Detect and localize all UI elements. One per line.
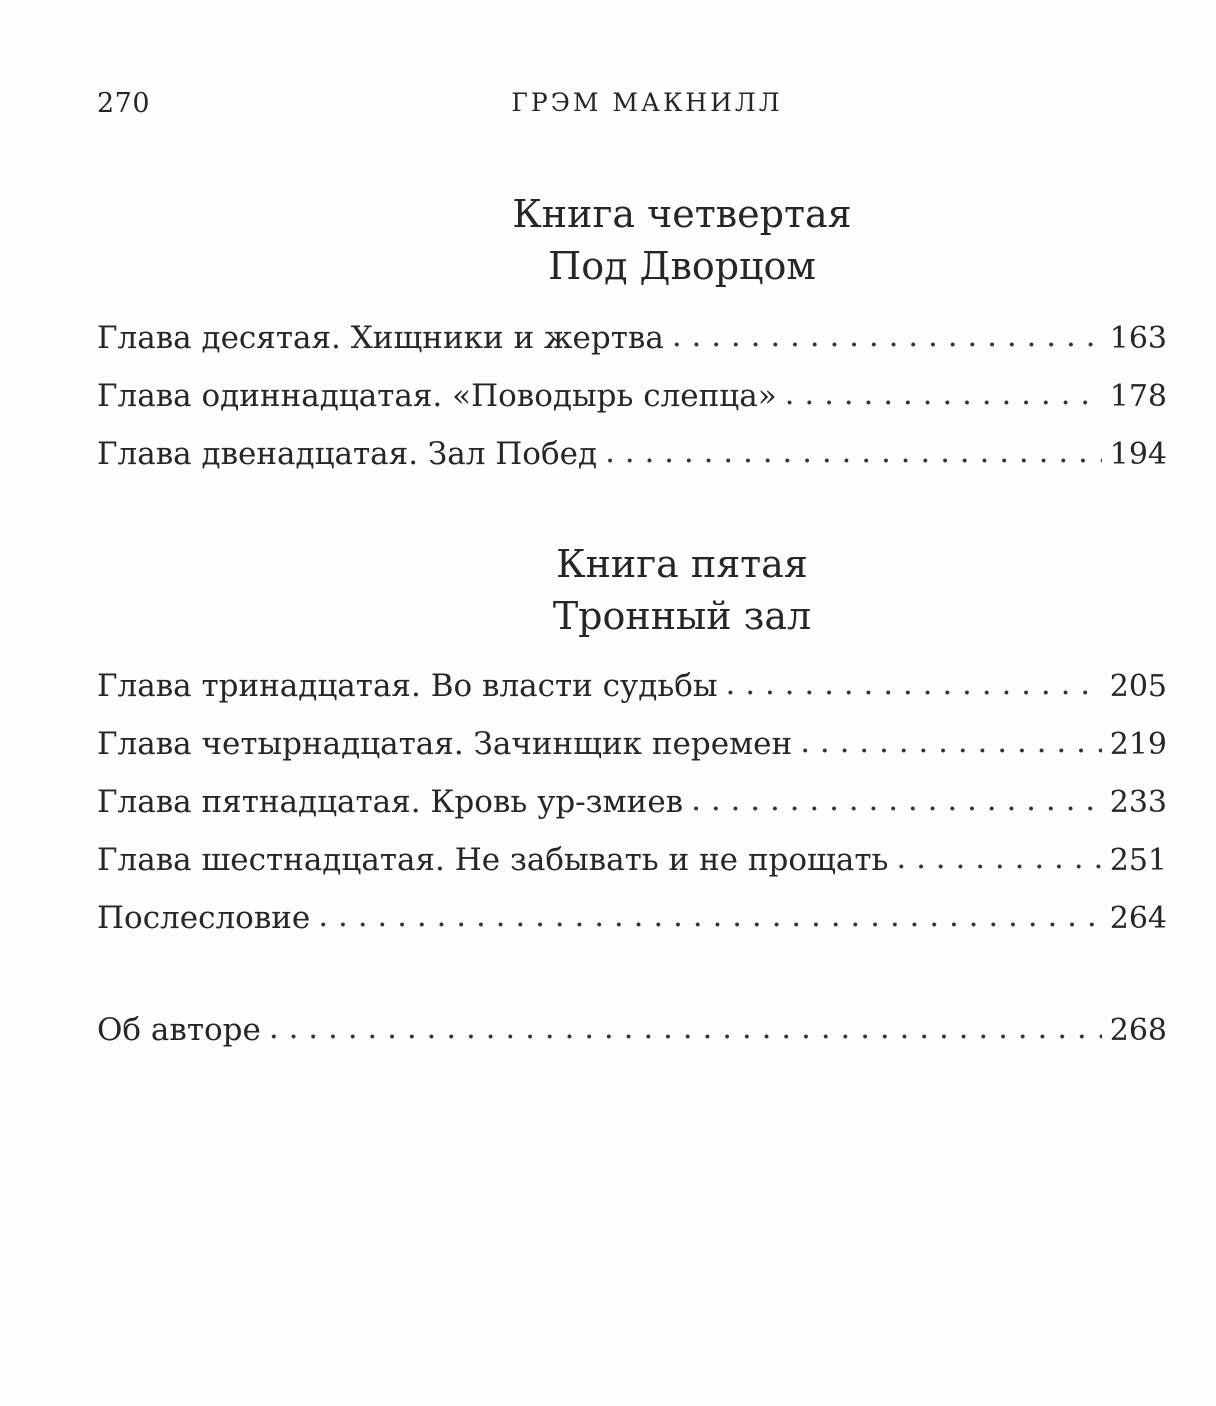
toc-entry-page: 233 — [1109, 785, 1167, 820]
toc-entry-page: 194 — [1109, 437, 1167, 472]
toc-entry-title: Послесловие — [97, 900, 311, 936]
toc-entry[interactable] — [97, 378, 1167, 436]
page-number: 270 — [97, 88, 151, 119]
dot-leader — [726, 666, 1102, 702]
toc-entry-page: 251 — [1109, 843, 1167, 878]
book-four-contents — [97, 320, 1167, 494]
toc-entry-title: Глава шестнадцатая. Не забывать и не прощать — [97, 842, 889, 878]
book-five-title: Книга пятая — [556, 542, 808, 586]
book-four-title: Книга четвертая — [512, 192, 852, 236]
dot-leader — [785, 376, 1102, 412]
toc-entry[interactable] — [97, 1012, 1167, 1070]
dot-leader — [691, 782, 1102, 818]
toc-entry[interactable] — [97, 784, 1167, 842]
toc-entry[interactable] — [97, 900, 1167, 958]
book-five-heading — [97, 538, 1167, 642]
toc-entry-title: Глава двенадцатая. Зал Побед — [97, 436, 598, 472]
book-five-contents — [97, 668, 1167, 958]
toc-entry-title: Глава тринадцатая. Во власти судьбы — [97, 668, 718, 704]
toc-entry-title: Глава одиннадцатая. «Поводырь слепца» — [97, 378, 777, 414]
toc-entry-page: 264 — [1109, 901, 1167, 936]
toc-entry-title: Глава пятнадцатая. Кровь ур-змиев — [97, 784, 684, 820]
toc-entry[interactable] — [97, 668, 1167, 726]
toc-entry-page: 163 — [1109, 321, 1167, 356]
toc-entry[interactable] — [97, 842, 1167, 900]
toc-entry[interactable] — [97, 320, 1167, 378]
toc-entry-title: Глава десятая. Хищники и жертва — [97, 320, 664, 356]
page-header — [97, 88, 1167, 128]
running-head-author: ГРЭМ МАКНИЛЛ — [511, 88, 783, 117]
dot-leader — [672, 318, 1102, 354]
dot-leader — [800, 724, 1102, 760]
toc-entry-page: 178 — [1109, 379, 1167, 414]
toc-entry[interactable] — [97, 726, 1167, 784]
toc-entry-page: 219 — [1109, 727, 1167, 762]
book-four-subtitle: Под Дворцом — [548, 244, 816, 288]
dot-leader — [318, 898, 1101, 934]
toc-entry-title: Об авторе — [97, 1012, 261, 1048]
dot-leader — [269, 1010, 1102, 1046]
dot-leader — [896, 840, 1101, 876]
book-four-heading — [97, 188, 1167, 292]
toc-entry[interactable] — [97, 436, 1167, 494]
toc-entry-page: 268 — [1109, 1013, 1167, 1048]
back-matter-contents — [97, 1012, 1167, 1070]
toc-entry-title: Глава четырнадцатая. Зачинщик перемен — [97, 726, 793, 762]
toc-entry-page: 205 — [1109, 669, 1167, 704]
book-five-subtitle: Тронный зал — [552, 594, 812, 638]
dot-leader — [605, 434, 1102, 470]
